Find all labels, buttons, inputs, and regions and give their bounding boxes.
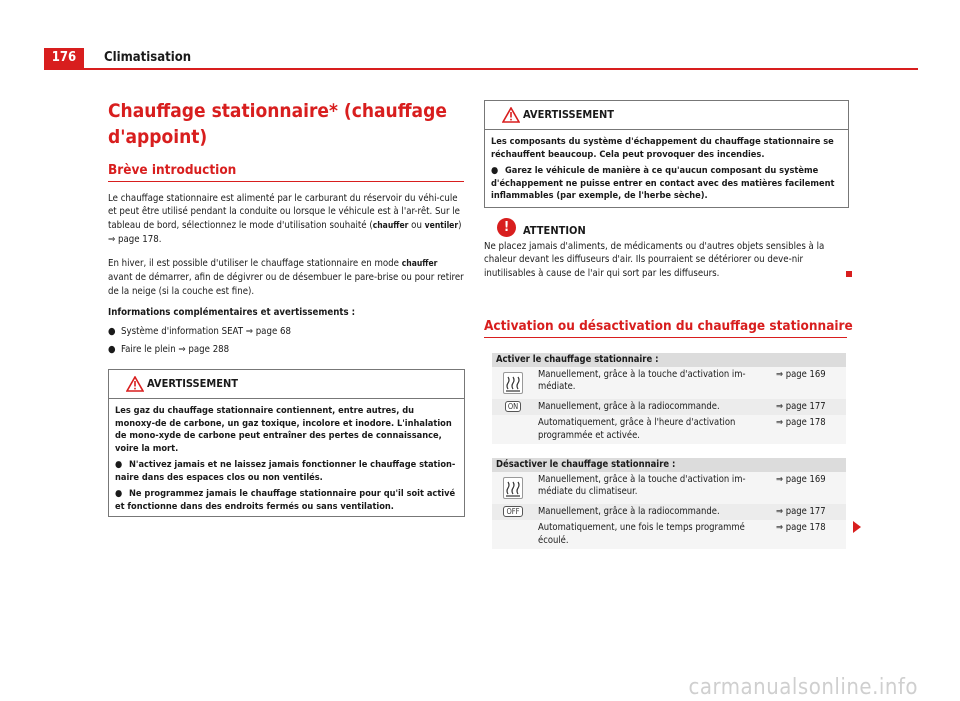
page-reference[interactable]: ⇒ page 178: [776, 522, 826, 534]
page-reference[interactable]: ⇒ page 177: [776, 506, 826, 517]
page-reference[interactable]: ⇒ page 177: [776, 401, 826, 412]
list-item: ● Faire le plein ⇒ page 288: [108, 344, 230, 355]
info-heading: Informations complémentaires et avertissements :: [108, 307, 356, 318]
section-rule: [108, 181, 464, 182]
on-tag: ON: [505, 401, 521, 412]
table-row: [492, 520, 846, 549]
warning-title: AVERTISSEMENT: [147, 377, 239, 390]
table-cell: Manuellement, grâce à la radiocommande.: [538, 506, 720, 517]
section-rule: [484, 337, 847, 338]
table-cell: Manuellement, grâce à la touche d'activation im-médiate du climatiseur.: [538, 474, 746, 498]
continue-arrow-icon: [853, 521, 861, 533]
page-reference[interactable]: ⇒ page 169: [776, 474, 826, 485]
attention-icon: !: [497, 218, 516, 237]
activate-table: [492, 353, 846, 444]
table-row: [492, 367, 846, 399]
page-reference[interactable]: ⇒ page 169: [776, 369, 826, 380]
warning-box-left: [108, 369, 465, 517]
table-row: [492, 472, 846, 504]
heater-button-icon: [503, 477, 523, 499]
page-reference[interactable]: ⇒ page 178: [776, 417, 826, 429]
watermark: carmanualsonline.info: [688, 675, 918, 700]
table-cell: Manuellement, grâce à la touche d'activation im-médiate.: [538, 369, 746, 393]
warning-icon: [126, 376, 144, 392]
table-cell: Automatiquement, grâce à l'heure d'activation programmée et activée.: [538, 417, 736, 441]
warning-text: Les composants du système d'échappement du chauffage stationnaire se réchauffent beaucoup. Cela peut provoquer des incendies.: [491, 136, 834, 160]
warning-text: Les gaz du chauffage stationnaire contiennent, entre autres, du monoxy-de de carbone, un gaz toxique, incolore et inodore. L'inhalation de mono-xyde de carbone peut entraîner des pertes de connaissance, voire la mort.: [115, 405, 452, 454]
warning-icon: [502, 107, 520, 123]
deactivate-table: [492, 458, 846, 549]
section-title-intro: Brève introduction: [108, 162, 237, 178]
activate-heading: Activer le chauffage stationnaire :: [492, 353, 846, 367]
table-cell: Manuellement, grâce à la radiocommande.: [538, 401, 720, 412]
page-title: Chauffage stationnaire* (chauffage d'appoint): [108, 100, 447, 148]
attention-text: Ne placez jamais d'aliments, de médicaments ou d'autres objets sensibles à la chaleur devant les diffuseurs d'air. Ils pourraient se détériorer ou deve-nir inutilisables à cause de l'air qui sort par les diffuseurs.: [484, 241, 825, 279]
warning-bullet: ● N'activez jamais et ne laissez jamais fonctionner le chauffage station-naire dans des espaces clos ou non ventilés.: [115, 459, 456, 483]
deactivate-heading: Désactiver le chauffage stationnaire :: [492, 458, 846, 472]
page-number: 176: [44, 48, 84, 68]
heater-button-icon: [503, 372, 523, 394]
winter-paragraph: En hiver, il est possible d'utiliser le chauffage stationnaire en mode chauffer avant de démarrer, afin de dégivrer ou de désembuer le pare-brise ou pour retirer de la neige (si la couche est fine).: [108, 258, 464, 297]
warning-box-right: [484, 100, 849, 208]
section-end-mark: [846, 271, 852, 277]
table-row: [492, 415, 846, 444]
intro-paragraph: Le chauffage stationnaire est alimenté par le carburant du réservoir du véhi-cule et peut être utilisé pendant la conduite ou lorsque le véhicule est à l'ar-rêt. Sur le tableau de bord, sélectionnez le mode d'utilisation souhaité (chauffer ou ventiler) ⇒ page 178.: [108, 193, 462, 245]
warning-bullet: ● Garez le véhicule de manière à ce qu'aucun composant du système d'échappement ne puisse entrer en contact avec des matières facilement inflammables (par exemple, de l'herbe sèche).: [491, 165, 835, 201]
header-rule: [44, 68, 918, 70]
attention-title: ATTENTION: [523, 224, 586, 237]
table-row: [492, 399, 846, 415]
table-row: [492, 504, 846, 520]
list-item: ● Système d'information SEAT ⇒ page 68: [108, 326, 291, 337]
warning-title: AVERTISSEMENT: [523, 108, 615, 121]
warning-bullet: ● Ne programmez jamais le chauffage stationnaire pour qu'il soit activé et fonctionne dans des endroits fermés ou sans ventilation.: [115, 488, 456, 512]
table-cell: Automatiquement, une fois le temps programmé écoulé.: [538, 522, 745, 546]
off-tag: OFF: [503, 506, 522, 517]
section-title-activation: Activation ou désactivation du chauffage stationnaire: [484, 318, 853, 334]
chapter-title: Climatisation: [104, 50, 192, 65]
